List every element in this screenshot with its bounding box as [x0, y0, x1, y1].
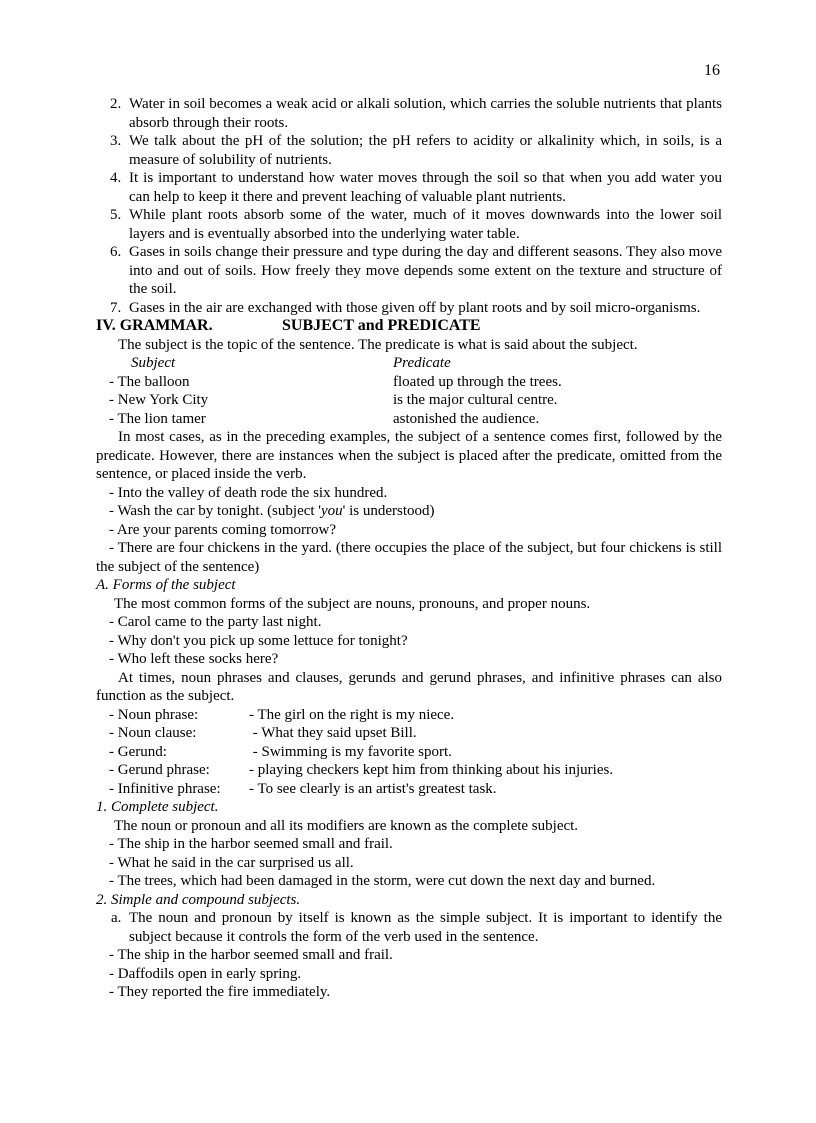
subject-cell: - The lion tamer: [109, 410, 206, 427]
list-item-text: Water in soil becomes a weak acid or alkali solution, which carries the soluble nutrients that plants absorb through their roots.: [129, 96, 722, 131]
list-item: [96, 132, 722, 169]
page-number: 16: [704, 62, 720, 79]
subject-column-header: Subject: [131, 355, 176, 371]
example-line: - Carol came to the party last night.: [109, 614, 322, 630]
table-row: [96, 373, 722, 392]
list-item-number: 5.: [110, 207, 122, 223]
paragraph: The noun or pronoun and all its modifiers are known as the complete subject.: [114, 817, 579, 834]
phrase-example: [96, 706, 722, 725]
paragraph: At times, noun phrases and clauses, gerunds and gerund phrases, and infinitive phrases can also function as the subject.: [96, 669, 722, 704]
example-emphasis: you: [321, 503, 343, 519]
example-line: - Why don't you pick up some lettuce for tonight?: [109, 632, 408, 649]
example-line: - Into the valley of death rode the six hundred.: [109, 484, 388, 501]
numbered-list: [96, 95, 722, 317]
list-item-number: a.: [111, 910, 122, 926]
section-title: SUBJECT and PREDICATE: [282, 317, 481, 334]
table-row: [96, 410, 722, 429]
phrase-text: - To see clearly is an artist's greatest task.: [249, 780, 497, 797]
example-line: - Daffodils open in early spring.: [109, 965, 302, 982]
list-item-number: 3.: [110, 133, 122, 149]
example-line: - What he said in the car surprised us all.: [109, 854, 354, 871]
list-item: [96, 299, 722, 318]
subsection-heading: A. Forms of the subject: [96, 577, 236, 593]
page-content: [96, 95, 722, 1002]
phrase-example: [96, 724, 722, 743]
phrase-label: - Noun clause:: [109, 725, 197, 741]
section-number: IV. GRAMMAR.: [96, 317, 213, 334]
list-item: [96, 95, 722, 132]
phrase-example: [96, 761, 722, 780]
example-line: - Are your parents coming tomorrow?: [109, 521, 337, 538]
phrase-label: - Gerund phrase:: [109, 762, 210, 778]
example-line: [96, 502, 722, 521]
list-item: [96, 243, 722, 299]
predicate-cell: astonished the audience.: [393, 410, 540, 427]
example-text: - Wash the car by tonight. (subject ': [109, 503, 321, 519]
list-item-text: Gases in the air are exchanged with those given off by plant roots and by soil micro-organisms.: [129, 299, 701, 316]
example-line: - The ship in the harbor seemed small and frail.: [109, 947, 393, 963]
example-line: - There are four chickens in the yard. (there occupies the place of the subject, but four chickens is still the subject of the sentence): [96, 540, 722, 575]
phrase-example: [96, 743, 722, 762]
list-item-text: Gases in soils change their pressure and type during the day and different seasons. They also move into and out of soils. How freely they move depends some extent on the texture and structure of the soil.: [129, 244, 722, 297]
example-line: - The ship in the harbor seemed small and frail.: [109, 836, 393, 852]
phrase-text: - The girl on the right is my niece.: [249, 706, 455, 723]
subsection-heading: 1. Complete subject.: [96, 799, 219, 815]
phrase-text: - playing checkers kept him from thinking about his injuries.: [249, 762, 614, 778]
subject-cell: - New York City: [109, 392, 209, 408]
phrase-text: - What they said upset Bill.: [249, 725, 417, 741]
paragraph-word-order: In most cases, as in the preceding examples, the subject of a sentence comes first, followed by the predicate. However, there are instances when the subject is placed after the predicate, omitted from the sentence, or placed inside the verb.: [96, 429, 722, 482]
example-line: - The trees, which had been damaged in the storm, were cut down the next day and burned.: [109, 873, 656, 889]
predicate-column-header: Predicate: [393, 355, 451, 371]
table-header-row: [96, 354, 722, 373]
predicate-cell: floated up through the trees.: [393, 373, 562, 390]
example-text: ' is understood): [342, 503, 435, 519]
list-item-text: The noun and pronoun by itself is known as the simple subject. It is important to identify the subject because it controls the form of the verb used in the sentence.: [129, 910, 722, 945]
example-line: - They reported the fire immediately.: [109, 984, 331, 1000]
section-heading: [96, 317, 722, 336]
list-item-text: While plant roots absorb some of the water, much of it moves downwards into the lower soil layers and is eventually absorbed into the underlying water table.: [129, 207, 722, 242]
subsection-heading: 2. Simple and compound subjects.: [96, 891, 301, 908]
list-item-text: It is important to understand how water moves through the soil so that when you add water you can help to keep it there and prevent leaching of valuable plant nutrients.: [129, 170, 722, 205]
predicate-cell: is the major cultural centre.: [393, 392, 558, 408]
paragraph: The most common forms of the subject are nouns, pronouns, and proper nouns.: [114, 595, 591, 612]
list-item-number: 4.: [110, 170, 122, 186]
list-item-number: 7.: [110, 299, 122, 316]
phrase-text: - Swimming is my favorite sport.: [249, 743, 452, 760]
phrase-label: - Gerund:: [109, 743, 167, 760]
example-line: - Who left these socks here?: [109, 651, 279, 667]
subject-cell: - The balloon: [109, 373, 190, 390]
section-intro: The subject is the topic of the sentence. The predicate is what is said about the subject.: [118, 336, 638, 353]
phrase-label: - Noun phrase:: [109, 706, 199, 723]
table-row: [96, 391, 722, 410]
list-item-number: 6.: [110, 244, 122, 260]
list-item-text: We talk about the pH of the solution; the pH refers to acidity or alkalinity which, in soils, is a measure of solubility of nutrients.: [129, 133, 722, 168]
list-item: [96, 909, 722, 946]
list-item: [96, 169, 722, 206]
list-item-number: 2.: [110, 96, 122, 112]
phrase-label: - Infinitive phrase:: [109, 780, 221, 797]
list-item: [96, 206, 722, 243]
phrase-example: [96, 780, 722, 799]
